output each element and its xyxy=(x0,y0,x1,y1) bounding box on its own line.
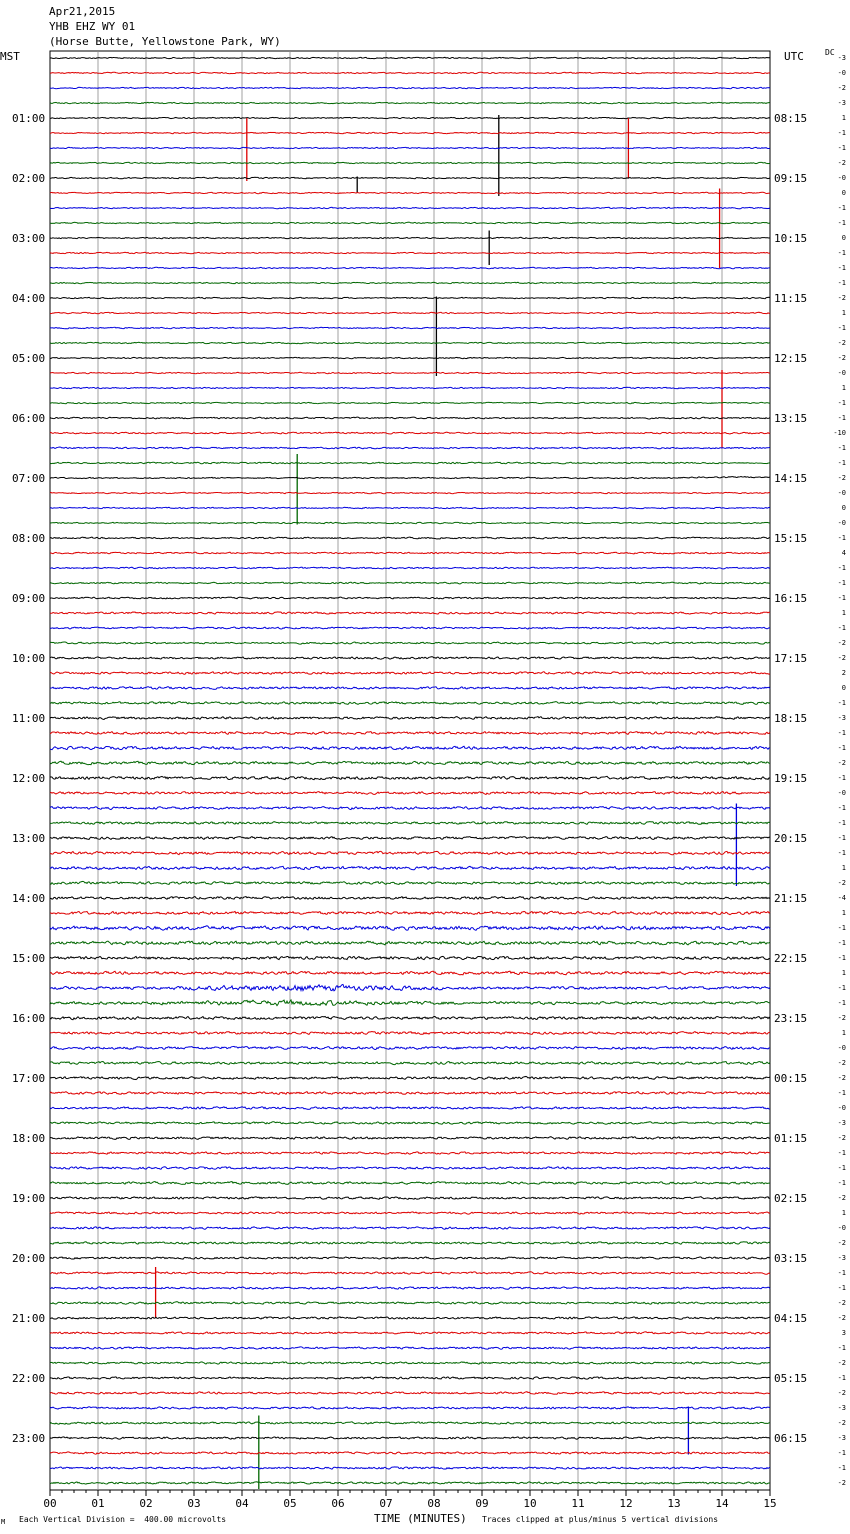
dc-offset-label: 1 xyxy=(841,114,846,122)
seismic-trace xyxy=(50,897,770,900)
mst-hour-label: 09:00 xyxy=(12,592,46,605)
seismic-trace xyxy=(50,1467,770,1469)
utc-hour-label: 19:15 xyxy=(774,772,808,785)
dc-offset-label: -1 xyxy=(837,249,846,257)
dc-offset-label: -1 xyxy=(837,219,846,227)
dc-offset-label: -1 xyxy=(837,1344,846,1352)
dc-offset-label: -1 xyxy=(837,729,846,737)
corner-mark: M xyxy=(1,1518,6,1526)
seismic-trace xyxy=(50,1392,770,1395)
dc-offset-label: -0 xyxy=(837,1104,846,1112)
seismic-trace xyxy=(50,702,770,705)
dc-offset-label: -0 xyxy=(837,519,846,527)
seismic-trace xyxy=(50,402,770,403)
seismic-trace xyxy=(50,357,770,358)
utc-hour-label: 09:15 xyxy=(774,172,808,185)
x-tick-label: 02 xyxy=(139,1497,153,1510)
seismic-trace xyxy=(50,941,770,945)
seismic-trace xyxy=(50,1122,770,1125)
seismic-trace xyxy=(50,327,770,329)
dc-offset-label: -2 xyxy=(837,1419,846,1427)
seismic-trace xyxy=(50,537,770,539)
dc-offset-label: 1 xyxy=(841,909,846,917)
dc-offset-label: -1 xyxy=(837,264,846,272)
dc-offset-label: -2 xyxy=(837,1014,846,1022)
dc-offset-label: 1 xyxy=(841,609,846,617)
right-timezone-label: UTC xyxy=(784,50,804,63)
mst-hour-label: 03:00 xyxy=(12,232,46,245)
dc-offset-label: -1 xyxy=(837,279,846,287)
dc-offset-label: -0 xyxy=(837,1044,846,1052)
mst-hour-label: 18:00 xyxy=(12,1132,46,1145)
seismic-trace xyxy=(50,984,770,990)
seismic-trace xyxy=(50,102,770,103)
seismic-trace xyxy=(50,1092,770,1095)
mst-hour-label: 10:00 xyxy=(12,652,46,665)
dc-offset-label: -1 xyxy=(837,999,846,1007)
seismic-trace xyxy=(50,1197,770,1200)
seismic-trace xyxy=(50,522,770,523)
dc-offset-label: 1 xyxy=(841,309,846,317)
seismic-trace xyxy=(50,207,770,209)
dc-offset-label: -2 xyxy=(837,1134,846,1142)
seismic-trace xyxy=(50,1437,770,1439)
dc-offset-label: 1 xyxy=(841,969,846,977)
dc-offset-label: 1 xyxy=(841,864,846,872)
dc-offset-label: -1 xyxy=(837,1089,846,1097)
dc-offset-label: -0 xyxy=(837,489,846,497)
plot-date: Apr21,2015 xyxy=(49,5,116,18)
dc-offset-label: -1 xyxy=(837,1374,846,1382)
dc-offset-label: -1 xyxy=(837,1284,846,1292)
seismic-trace xyxy=(50,911,770,914)
mst-hour-label: 05:00 xyxy=(12,352,46,365)
mst-hour-label: 13:00 xyxy=(12,832,46,845)
seismic-trace xyxy=(50,627,770,629)
seismic-trace xyxy=(50,1287,770,1289)
seismic-trace xyxy=(50,72,770,74)
seismic-trace xyxy=(50,687,770,690)
utc-hour-label: 21:15 xyxy=(774,892,808,905)
dc-offset-label: -1 xyxy=(837,774,846,782)
dc-offset-label: -1 xyxy=(837,954,846,962)
x-tick-label: 11 xyxy=(571,1497,585,1510)
seismic-trace xyxy=(50,162,770,163)
seismic-trace xyxy=(50,776,770,779)
dc-offset-label: -1 xyxy=(837,444,846,452)
seismic-trace xyxy=(50,117,770,118)
seismic-trace xyxy=(50,387,770,388)
dc-offset-label: -3 xyxy=(837,54,846,62)
utc-hour-label: 18:15 xyxy=(774,712,808,725)
dc-offset-label: -3 xyxy=(837,99,846,107)
dc-offset-label: -0 xyxy=(837,69,846,77)
seismic-trace xyxy=(50,746,770,749)
dc-offset-label: -2 xyxy=(837,1479,846,1487)
dc-offset-label: -0 xyxy=(837,174,846,182)
dc-offset-label: -2 xyxy=(837,879,846,887)
dc-offset-label: -4 xyxy=(837,894,846,902)
mst-hour-label: 04:00 xyxy=(12,292,46,305)
seismic-trace xyxy=(50,252,770,253)
seismic-trace xyxy=(50,267,770,269)
dc-offset-label: -1 xyxy=(837,924,846,932)
utc-hour-label: 22:15 xyxy=(774,952,808,965)
seismic-trace xyxy=(50,222,770,224)
utc-hour-label: 15:15 xyxy=(774,532,808,545)
seismic-trace xyxy=(50,237,770,238)
station-location: (Horse Butte, Yellowstone Park, WY) xyxy=(49,35,281,48)
dc-offset-label: -1 xyxy=(837,1149,846,1157)
dc-offset-label: 1 xyxy=(841,384,846,392)
x-tick-label: 12 xyxy=(619,1497,633,1510)
dc-offset-label: -1 xyxy=(837,129,846,137)
utc-hour-label: 11:15 xyxy=(774,292,808,305)
dc-offset-label: -2 xyxy=(837,354,846,362)
seismic-trace xyxy=(50,1212,770,1214)
seismic-trace xyxy=(50,477,770,479)
dc-offset-label: 3 xyxy=(841,1329,846,1337)
seismic-trace xyxy=(50,761,770,764)
dc-offset-label: -1 xyxy=(837,534,846,542)
dc-offset-label: -1 xyxy=(837,1269,846,1277)
dc-offset-label: -2 xyxy=(837,1299,846,1307)
seismic-trace xyxy=(50,1137,770,1140)
dc-offset-label: -2 xyxy=(837,294,846,302)
seismic-trace xyxy=(50,282,770,283)
x-tick-label: 10 xyxy=(523,1497,537,1510)
seismic-trace xyxy=(50,1032,770,1035)
seismic-trace xyxy=(50,1257,770,1259)
dc-offset-label: 2 xyxy=(841,669,846,677)
x-tick-label: 06 xyxy=(331,1497,345,1510)
dc-offset-label: -1 xyxy=(837,1449,846,1457)
seismic-trace xyxy=(50,1227,770,1230)
x-axis-title: TIME (MINUTES) xyxy=(374,1512,467,1525)
dc-offset-label: -1 xyxy=(837,144,846,152)
dc-offset-label: -1 xyxy=(837,819,846,827)
seismic-trace xyxy=(50,1377,770,1379)
dc-offset-label: -1 xyxy=(837,1164,846,1172)
seismic-trace xyxy=(50,372,770,374)
dc-offset-label: -10 xyxy=(833,429,846,437)
dc-offset-label: -2 xyxy=(837,474,846,482)
seismic-trace xyxy=(50,567,770,569)
seismic-trace xyxy=(50,87,770,88)
seismic-trace xyxy=(50,1347,770,1349)
scale-note: Each Vertical Division = 400.00 microvolts xyxy=(19,1515,227,1524)
mst-hour-label: 16:00 xyxy=(12,1012,46,1025)
seismic-trace xyxy=(50,1046,770,1049)
seismic-trace xyxy=(50,1000,770,1006)
x-tick-label: 15 xyxy=(763,1497,777,1510)
mst-hour-label: 23:00 xyxy=(12,1432,46,1445)
mst-hour-label: 17:00 xyxy=(12,1072,46,1085)
dc-offset-label: -1 xyxy=(837,564,846,572)
dc-offset-label: -1 xyxy=(837,1464,846,1472)
seismic-trace xyxy=(50,1482,770,1484)
seismic-trace xyxy=(50,1182,770,1185)
seismic-trace xyxy=(50,956,770,959)
dc-offset-label: -1 xyxy=(837,744,846,752)
mst-hour-label: 22:00 xyxy=(12,1372,46,1385)
mst-hour-label: 02:00 xyxy=(12,172,46,185)
utc-hour-label: 20:15 xyxy=(774,832,808,845)
seismic-trace xyxy=(50,1242,770,1244)
seismic-trace xyxy=(50,297,770,298)
dc-offset-label: -1 xyxy=(837,594,846,602)
seismic-trace xyxy=(50,1422,770,1424)
seismic-trace xyxy=(50,612,770,614)
mst-hour-label: 08:00 xyxy=(12,532,46,545)
seismic-trace xyxy=(50,462,770,464)
mst-hour-label: 11:00 xyxy=(12,712,46,725)
dc-offset-label: -3 xyxy=(837,714,846,722)
seismic-trace xyxy=(50,1076,770,1079)
seismic-trace xyxy=(50,807,770,810)
seismic-trace xyxy=(50,881,770,884)
dc-offset-label: -1 xyxy=(837,984,846,992)
utc-hour-label: 13:15 xyxy=(774,412,808,425)
seismic-trace xyxy=(50,1016,770,1019)
station-code: YHB EHZ WY 01 xyxy=(49,20,136,33)
dc-offset-label: -1 xyxy=(837,459,846,467)
dc-offset-label: -1 xyxy=(837,624,846,632)
seismic-trace xyxy=(50,732,770,735)
left-timezone-label: MST xyxy=(0,50,20,63)
dc-offset-label: -2 xyxy=(837,1314,846,1322)
utc-hour-label: 01:15 xyxy=(774,1132,808,1145)
mst-hour-label: 06:00 xyxy=(12,412,46,425)
seismic-trace xyxy=(50,1332,770,1334)
dc-offset-label: -2 xyxy=(837,1389,846,1397)
clip-note: Traces clipped at plus/minus 5 vertical divisions xyxy=(482,1515,719,1524)
dc-offset-label: -2 xyxy=(837,1074,846,1082)
dc-offset-label: 0 xyxy=(841,684,846,692)
dc-offset-label: -1 xyxy=(837,1179,846,1187)
x-tick-label: 07 xyxy=(379,1497,393,1510)
dc-offset-label: -1 xyxy=(837,204,846,212)
dc-offset-label: -3 xyxy=(837,1119,846,1127)
mst-hour-label: 19:00 xyxy=(12,1192,46,1205)
dc-offset-label: -1 xyxy=(837,699,846,707)
dc-offset-label: -1 xyxy=(837,399,846,407)
dc-offset-label: -2 xyxy=(837,759,846,767)
utc-hour-label: 08:15 xyxy=(774,112,808,125)
seismic-trace xyxy=(50,582,770,584)
seismic-trace xyxy=(50,837,770,840)
mst-hour-label: 21:00 xyxy=(12,1312,46,1325)
utc-hour-label: 05:15 xyxy=(774,1372,808,1385)
utc-hour-labels xyxy=(774,112,807,1445)
utc-hour-label: 10:15 xyxy=(774,232,808,245)
x-tick-label: 00 xyxy=(43,1497,57,1510)
utc-hour-label: 04:15 xyxy=(774,1312,808,1325)
utc-hour-label: 12:15 xyxy=(774,352,808,365)
seismic-trace xyxy=(50,147,770,148)
dc-offset-label: -0 xyxy=(837,789,846,797)
dc-offset-label: -2 xyxy=(837,84,846,92)
utc-hour-label: 16:15 xyxy=(774,592,808,605)
dc-offset-label: -2 xyxy=(837,639,846,647)
dc-offset-label: 4 xyxy=(841,549,846,557)
dc-offset-labels xyxy=(833,54,846,1487)
utc-hour-label: 14:15 xyxy=(774,472,808,485)
seismic-trace xyxy=(50,866,770,870)
seismic-trace xyxy=(50,342,770,344)
seismic-trace xyxy=(50,432,770,434)
x-tick-label: 13 xyxy=(667,1497,681,1510)
utc-hour-label: 02:15 xyxy=(774,1192,808,1205)
dc-offset-label: -1 xyxy=(837,834,846,842)
seismic-trace xyxy=(50,851,770,854)
seismic-trace xyxy=(50,642,770,644)
mst-hour-labels xyxy=(12,112,45,1445)
utc-hour-label: 17:15 xyxy=(774,652,808,665)
dc-offset-label: 1 xyxy=(841,1209,846,1217)
seismic-trace xyxy=(50,447,770,449)
mst-hour-label: 12:00 xyxy=(12,772,46,785)
seismic-trace xyxy=(50,417,770,419)
seismic-trace xyxy=(50,822,770,825)
seismic-trace xyxy=(50,657,770,660)
seismic-trace xyxy=(50,792,770,795)
seismic-trace xyxy=(50,1302,770,1305)
dc-offset-label: -2 xyxy=(837,159,846,167)
mst-hour-label: 20:00 xyxy=(12,1252,46,1265)
dc-offset-label: 0 xyxy=(841,189,846,197)
dc-offset-label: 1 xyxy=(841,1029,846,1037)
seismic-trace xyxy=(50,597,770,599)
seismic-trace xyxy=(50,57,770,58)
x-tick-label: 09 xyxy=(475,1497,489,1510)
dc-offset-label: -1 xyxy=(837,804,846,812)
utc-hour-label: 06:15 xyxy=(774,1432,808,1445)
seismic-trace xyxy=(50,507,770,508)
x-tick-label: 01 xyxy=(91,1497,105,1510)
utc-hour-label: 23:15 xyxy=(774,1012,808,1025)
seismic-trace xyxy=(50,312,770,314)
seismic-trace xyxy=(50,1107,770,1110)
dc-offset-label: -1 xyxy=(837,579,846,587)
x-tick-label: 14 xyxy=(715,1497,729,1510)
x-tick-label: 03 xyxy=(187,1497,201,1510)
dc-offset-label: -3 xyxy=(837,1254,846,1262)
dc-offset-label: -1 xyxy=(837,324,846,332)
dc-offset-label: -1 xyxy=(837,414,846,422)
x-tick-label: 05 xyxy=(283,1497,297,1510)
dc-offset-label: -2 xyxy=(837,1194,846,1202)
seismic-trace xyxy=(50,552,770,554)
dc-offset-label: -2 xyxy=(837,654,846,662)
seismic-trace xyxy=(50,1407,770,1409)
seismic-trace xyxy=(50,1362,770,1364)
seismic-trace xyxy=(50,1062,770,1065)
seismic-trace xyxy=(50,1167,770,1170)
seismic-trace xyxy=(50,1152,770,1154)
seismic-trace xyxy=(50,1272,770,1274)
seismic-trace xyxy=(50,192,770,193)
seismic-trace xyxy=(50,971,770,975)
seismic-trace xyxy=(50,717,770,720)
utc-hour-label: 00:15 xyxy=(774,1072,808,1085)
dc-offset-label: -2 xyxy=(837,1359,846,1367)
seismic-trace xyxy=(50,177,770,178)
mst-hour-label: 01:00 xyxy=(12,112,46,125)
utc-hour-label: 03:15 xyxy=(774,1252,808,1265)
seismic-trace xyxy=(50,672,770,675)
dc-offset-label: 0 xyxy=(841,234,846,242)
seismic-trace xyxy=(50,132,770,133)
x-tick-label: 08 xyxy=(427,1497,441,1510)
seismic-trace xyxy=(50,492,770,493)
mst-hour-label: 14:00 xyxy=(12,892,46,905)
seismic-trace xyxy=(50,926,770,930)
dc-offset-label: -0 xyxy=(837,1224,846,1232)
dc-offset-label: -1 xyxy=(837,849,846,857)
dc-offset-label: -1 xyxy=(837,939,846,947)
seismic-trace xyxy=(50,1317,770,1319)
seismic-trace xyxy=(50,1452,770,1454)
x-tick-label: 04 xyxy=(235,1497,249,1510)
seismogram-traces xyxy=(50,57,770,1489)
dc-offset-label: -3 xyxy=(837,1404,846,1412)
dc-header-label: DC xyxy=(825,48,835,57)
dc-offset-label: -2 xyxy=(837,1239,846,1247)
mst-hour-label: 15:00 xyxy=(12,952,46,965)
dc-offset-label: -3 xyxy=(837,1434,846,1442)
dc-offset-label: -0 xyxy=(837,369,846,377)
dc-offset-label: 0 xyxy=(841,504,846,512)
dc-offset-label: -2 xyxy=(837,339,846,347)
dc-offset-label: -2 xyxy=(837,1059,846,1067)
x-axis xyxy=(43,1490,776,1510)
mst-hour-label: 07:00 xyxy=(12,472,46,485)
